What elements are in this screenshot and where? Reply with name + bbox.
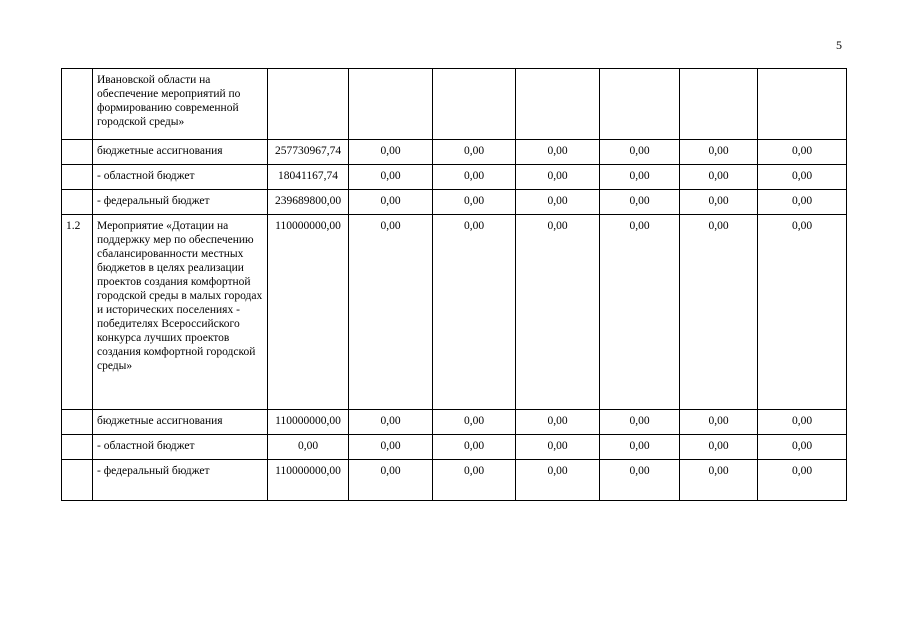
value-cell: 0,00: [433, 165, 516, 190]
table-row: [62, 69, 847, 140]
value-cell: 0,00: [758, 190, 847, 215]
value-cell: 0,00: [433, 435, 516, 460]
row-label: бюджетные ассигнования: [93, 410, 268, 435]
value-cell: 0,00: [758, 165, 847, 190]
value-cell: 0,00: [600, 410, 680, 435]
value-cell: 0,00: [433, 140, 516, 165]
table-row: [62, 435, 847, 460]
value-cell: 0,00: [349, 140, 433, 165]
row-label: - федеральный бюджет: [93, 190, 268, 215]
value-cell: 0,00: [349, 190, 433, 215]
value-cell: 0,00: [600, 215, 680, 410]
row-index: [62, 435, 93, 460]
value-cell: 0,00: [680, 460, 758, 501]
row-index: [62, 140, 93, 165]
value-cell: [268, 69, 349, 140]
value-cell: 0,00: [758, 460, 847, 501]
value-cell: [758, 69, 847, 140]
value-cell: 0,00: [600, 140, 680, 165]
value-cell: 0,00: [680, 190, 758, 215]
value-cell: [349, 69, 433, 140]
table-row: [62, 165, 847, 190]
value-cell: 0,00: [680, 435, 758, 460]
value-cell: 0,00: [600, 190, 680, 215]
value-cell: 0,00: [516, 140, 600, 165]
value-cell: 0,00: [758, 435, 847, 460]
value-cell: 0,00: [516, 215, 600, 410]
row-label: бюджетные ассигнования: [93, 140, 268, 165]
row-label: - федеральный бюджет: [93, 460, 268, 501]
value-cell: 0,00: [516, 435, 600, 460]
row-index: [62, 410, 93, 435]
row-index: [62, 165, 93, 190]
value-cell: 0,00: [349, 460, 433, 501]
budget-table: [61, 68, 847, 501]
value-cell: 0,00: [600, 165, 680, 190]
row-index: [62, 460, 93, 501]
value-cell: 0,00: [680, 165, 758, 190]
value-cell: 257730967,74: [268, 140, 349, 165]
value-cell: 0,00: [433, 460, 516, 501]
table-row: [62, 410, 847, 435]
table-row: [62, 140, 847, 165]
row-label: Ивановской области на обеспечение мероприятий по формированию современной городской среды»: [93, 69, 268, 140]
value-cell: 110000000,00: [268, 410, 349, 435]
value-cell: 0,00: [680, 410, 758, 435]
value-cell: 0,00: [433, 190, 516, 215]
value-cell: 0,00: [758, 410, 847, 435]
value-cell: 0,00: [349, 215, 433, 410]
value-cell: 0,00: [516, 460, 600, 501]
table-row: [62, 215, 847, 410]
value-cell: 0,00: [349, 410, 433, 435]
value-cell: [600, 69, 680, 140]
value-cell: 0,00: [516, 165, 600, 190]
value-cell: 239689800,00: [268, 190, 349, 215]
value-cell: 0,00: [433, 215, 516, 410]
row-label: - областной бюджет: [93, 165, 268, 190]
value-cell: 0,00: [433, 410, 516, 435]
value-cell: 0,00: [680, 215, 758, 410]
value-cell: 0,00: [268, 435, 349, 460]
value-cell: 0,00: [758, 215, 847, 410]
row-index: [62, 190, 93, 215]
value-cell: [516, 69, 600, 140]
row-index: 1.2: [62, 215, 93, 410]
row-label: Мероприятие «Дотации на поддержку мер по обеспечению сбалансированности местных бюджетов в целях реализации проектов создания комфортной городской среды в малых городах и исторических поселениях - победителях Всероссийского конкурса лучших проектов создания комфортной городской среды»: [93, 215, 268, 410]
value-cell: 110000000,00: [268, 215, 349, 410]
value-cell: [680, 69, 758, 140]
row-label: - областной бюджет: [93, 435, 268, 460]
row-index: [62, 69, 93, 140]
value-cell: 0,00: [600, 460, 680, 501]
value-cell: 0,00: [349, 435, 433, 460]
value-cell: 110000000,00: [268, 460, 349, 501]
value-cell: 18041167,74: [268, 165, 349, 190]
value-cell: 0,00: [758, 140, 847, 165]
value-cell: 0,00: [516, 190, 600, 215]
page-number: 5: [836, 38, 842, 52]
table-row: [62, 460, 847, 501]
value-cell: 0,00: [516, 410, 600, 435]
value-cell: 0,00: [349, 165, 433, 190]
value-cell: 0,00: [680, 140, 758, 165]
table-row: [62, 190, 847, 215]
value-cell: 0,00: [600, 435, 680, 460]
value-cell: [433, 69, 516, 140]
